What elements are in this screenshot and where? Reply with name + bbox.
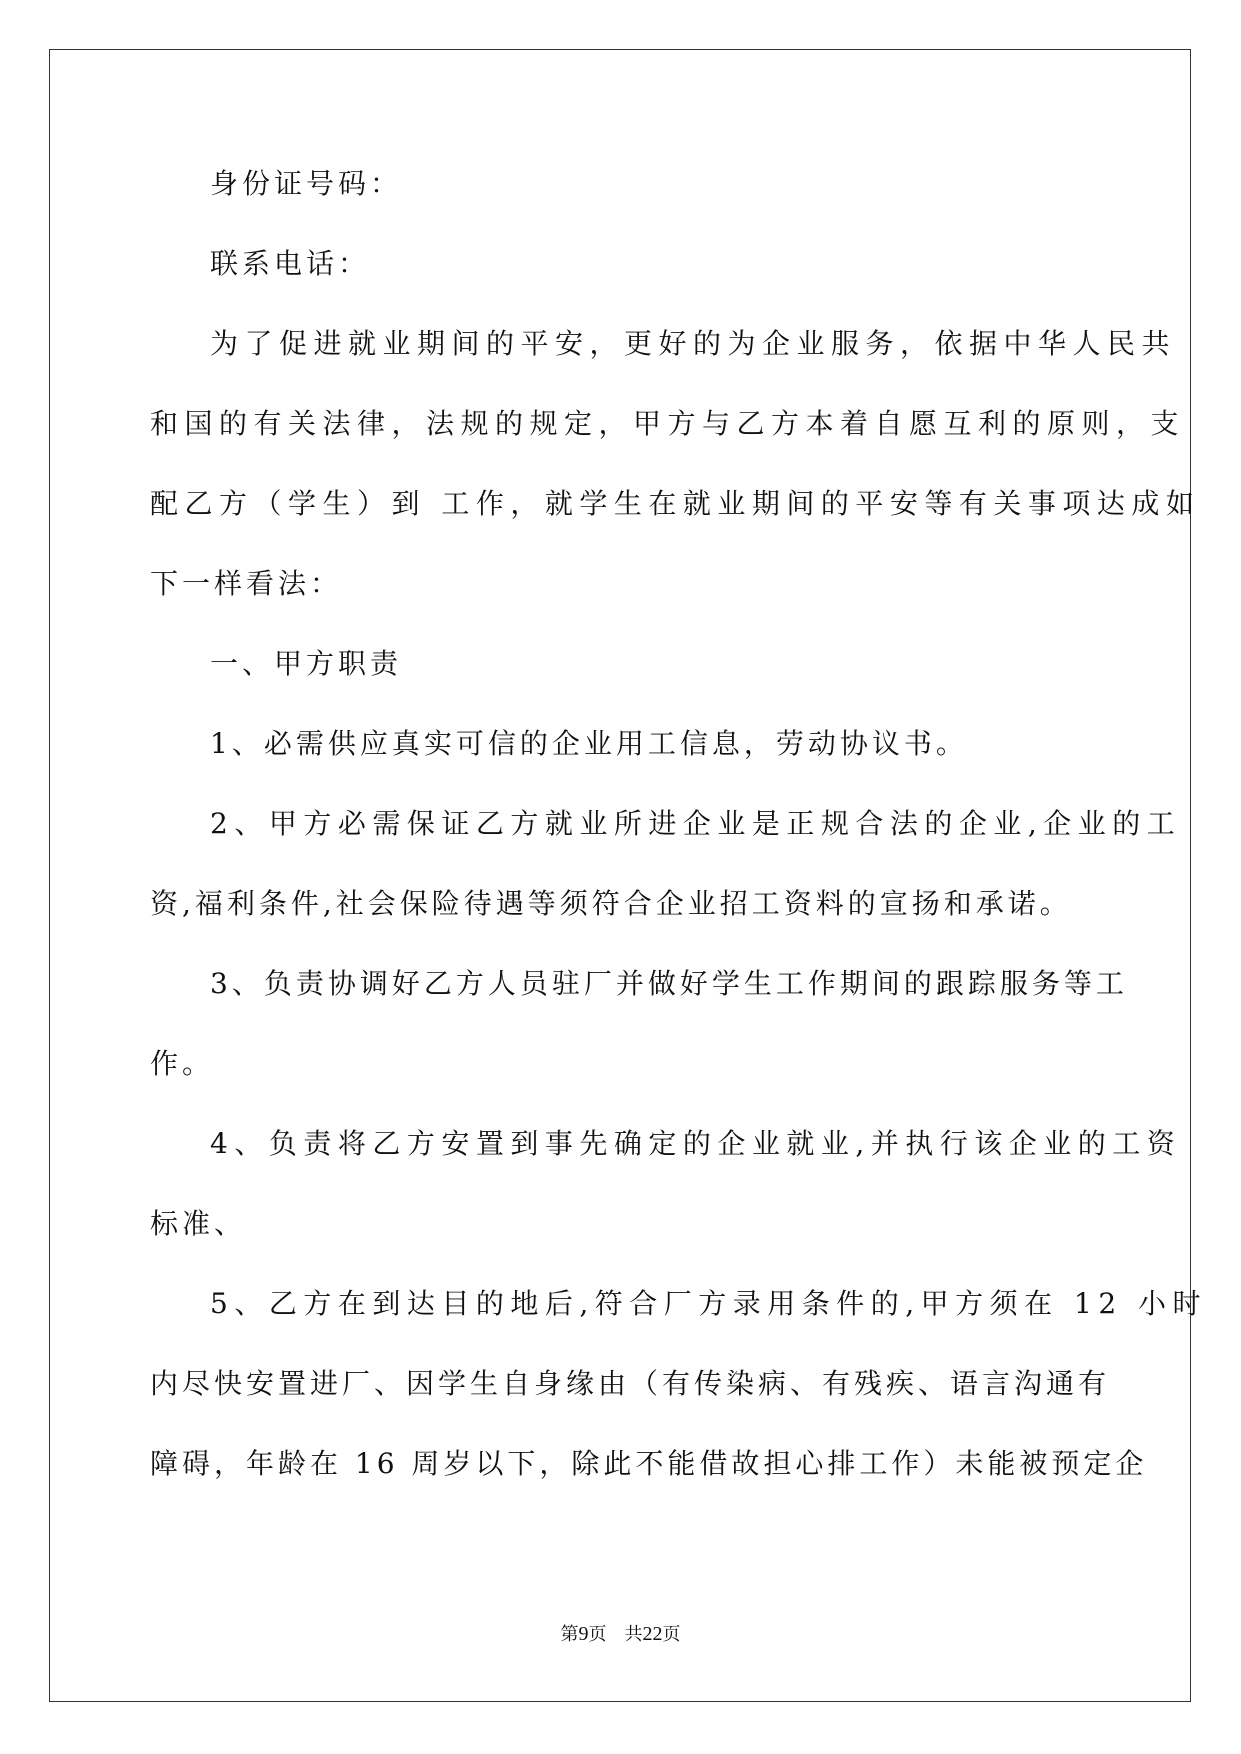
- page-footer: [0, 1622, 1241, 1647]
- paragraph-line: 标准、: [150, 1207, 247, 1240]
- paragraph-line: 内尽快安置进厂、因学生自身缘由（有传染病、有残疾、语言沟通有: [150, 1367, 1111, 1400]
- paragraph-line: 下一样看法：: [150, 567, 343, 600]
- paragraph-line: 障碍，年龄在 16 周岁以下，除此不能借故担心排工作）未能被预定企: [150, 1447, 1148, 1480]
- page-current: 9: [578, 1623, 589, 1645]
- list-item: 1、必需供应真实可信的企业用工信息，劳动协议书。: [210, 727, 968, 760]
- section-heading: 一、甲方职责: [210, 647, 403, 680]
- list-item: 3、负责协调好乙方人员驻厂并做好学生工作期间的跟踪服务等工: [210, 967, 1128, 1000]
- total-prefix: 共: [624, 1624, 643, 1645]
- page-prefix: 第: [560, 1624, 579, 1645]
- list-item: 4、负责将乙方安置到事先确定的企业就业,并执行该企业的工资: [210, 1127, 1182, 1160]
- phone-label: 联系电话：: [210, 247, 371, 280]
- list-item: 5、乙方在到达目的地后,符合厂方录用条件的,甲方须在 12 小时: [210, 1287, 1208, 1320]
- paragraph-line: 和国的有关法律，法规的规定，甲方与乙方本着自愿互利的原则，支: [150, 407, 1186, 440]
- paragraph-line: 为了促进就业期间的平安，更好的为企业服务，依据中华人民共: [210, 327, 1177, 360]
- paragraph-line: 资,福利条件,社会保险待遇等须符合企业招工资料的宣扬和承诺。: [150, 887, 1072, 920]
- document-body: [150, 164, 1208, 1524]
- total-suffix: 页: [662, 1624, 681, 1645]
- paragraph-line: 配乙方（学生）到 工作，就学生在就业期间的平安等有关事项达成如: [150, 487, 1201, 520]
- list-item: 2、甲方必需保证乙方就业所进企业是正规合法的企业,企业的工: [210, 807, 1182, 840]
- page-total: 22: [642, 1623, 663, 1645]
- paragraph-line: 作。: [150, 1047, 215, 1080]
- page-suffix: 页: [588, 1624, 607, 1645]
- id-number-label: 身份证号码：: [210, 167, 403, 200]
